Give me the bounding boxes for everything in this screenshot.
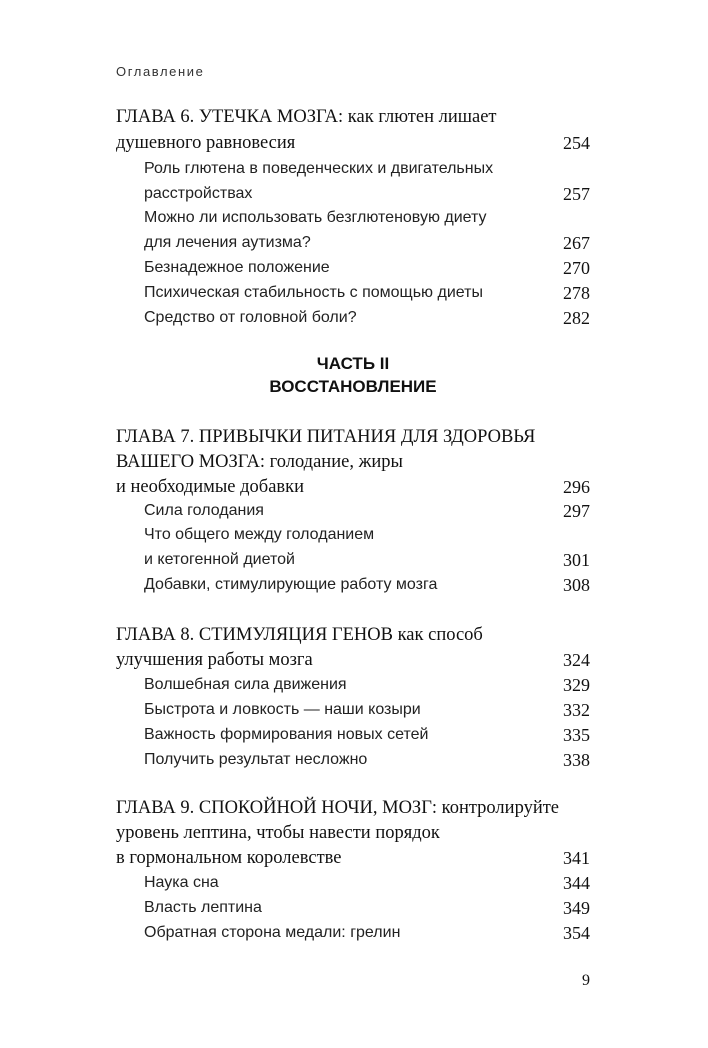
section-title: Наука сна (144, 874, 219, 891)
folio-page-number: 9 (582, 972, 590, 989)
chapter-title-text: в гормональном королевстве (116, 848, 342, 868)
page-number: 257 (563, 184, 590, 204)
section-entry (116, 280, 590, 306)
page-number: 296 (563, 477, 590, 497)
page-number: 254 (563, 133, 590, 153)
section-entry (116, 305, 590, 331)
page-number: 297 (563, 501, 590, 521)
chapter-8-title-line-2 (116, 647, 590, 673)
chapter-9-title-line-1 (116, 795, 590, 821)
page-number: 267 (563, 233, 590, 253)
chapter-title-text: ГЛАВА 8. СТИМУЛЯЦИЯ ГЕНОВ как способ (116, 625, 483, 645)
chapter-title-text: ГЛАВА 7. ПРИВЫЧКИ ПИТАНИЯ ДЛЯ ЗДОРОВЬЯ (116, 427, 536, 447)
page-number: 341 (563, 848, 590, 868)
section-entry (116, 870, 590, 896)
section-entry (116, 572, 590, 598)
section-entry (116, 181, 590, 207)
section-title: Роль глютена в поведенческих и двигательных (144, 160, 494, 177)
section-title: Можно ли использовать безглютеновую диету (144, 209, 487, 226)
section-title: Важность формирования новых сетей (144, 726, 429, 743)
section-entry (116, 672, 590, 698)
section-entry (116, 547, 590, 573)
page-number: 332 (563, 700, 590, 720)
section-title: для лечения аутизма? (144, 234, 311, 251)
section-entry (116, 522, 590, 548)
section-title: Волшебная сила движения (144, 676, 347, 693)
section-entry (116, 255, 590, 281)
section-entry (116, 722, 590, 748)
section-title: Средство от головной боли? (144, 309, 357, 326)
page-number: 278 (563, 283, 590, 303)
chapter-title-text: уровень лептина, чтобы навести порядок (116, 823, 440, 843)
chapter-9-title-line-2 (116, 820, 590, 846)
chapter-6-title-line-1 (116, 104, 590, 130)
page-number: 282 (563, 308, 590, 328)
page-number: 338 (563, 750, 590, 770)
part-heading-title: ВОССТАНОВЛЕНИЕ (269, 377, 437, 396)
section-title: Сила голодания (144, 502, 264, 519)
page-number: 301 (563, 550, 590, 570)
chapter-title-text: ВАШЕГО МОЗГА: голодание, жиры (116, 452, 403, 472)
chapter-7-title-line-1 (116, 424, 590, 450)
section-title: расстройствах (144, 185, 253, 202)
chapter-6-title-line-2 (116, 130, 590, 156)
running-head: Оглавление (116, 64, 205, 79)
section-entry (116, 895, 590, 921)
section-title: Безнадежное положение (144, 259, 330, 276)
section-title: Что общего между голоданием (144, 526, 375, 543)
chapter-title-text: улучшения работы мозга (116, 650, 313, 670)
chapter-7-title-line-3 (116, 474, 590, 500)
section-entry (116, 498, 590, 524)
section-entry (116, 747, 590, 773)
section-title: Власть лептина (144, 899, 262, 916)
page-number: 344 (563, 873, 590, 893)
section-title: Психическая стабильность с помощью диеты (144, 284, 483, 301)
section-entry (116, 920, 590, 946)
page-number: 335 (563, 725, 590, 745)
page-number: 349 (563, 898, 590, 918)
chapter-7-title-line-2 (116, 449, 590, 475)
page-number: 324 (563, 650, 590, 670)
chapter-9-title-line-3 (116, 845, 590, 871)
section-title: Обратная сторона медали: грелин (144, 924, 401, 941)
page-number: 329 (563, 675, 590, 695)
chapter-title-text: ГЛАВА 9. СПОКОЙНОЙ НОЧИ, МОЗГ: контролируйте (116, 798, 560, 818)
part-heading-number: ЧАСТЬ II (316, 354, 390, 373)
page-number: 308 (563, 575, 590, 595)
page-number: 354 (563, 923, 590, 943)
section-entry (116, 697, 590, 723)
section-entry (116, 230, 590, 256)
section-title: и кетогенной диетой (144, 551, 295, 568)
section-title: Добавки, стимулирующие работу мозга (144, 576, 438, 593)
section-entry (116, 156, 590, 182)
chapter-title-text: ГЛАВА 6. УТЕЧКА МОЗГА: как глютен лишает (116, 107, 497, 127)
page-number: 270 (563, 258, 590, 278)
chapter-title-text: душевного равновесия (116, 133, 296, 153)
section-title: Получить результат несложно (144, 751, 368, 768)
chapter-title-text: и необходимые добавки (116, 477, 305, 497)
section-entry (116, 205, 590, 231)
chapter-8-title-line-1 (116, 622, 590, 648)
section-title: Быстрота и ловкость — наши козыри (144, 701, 421, 718)
